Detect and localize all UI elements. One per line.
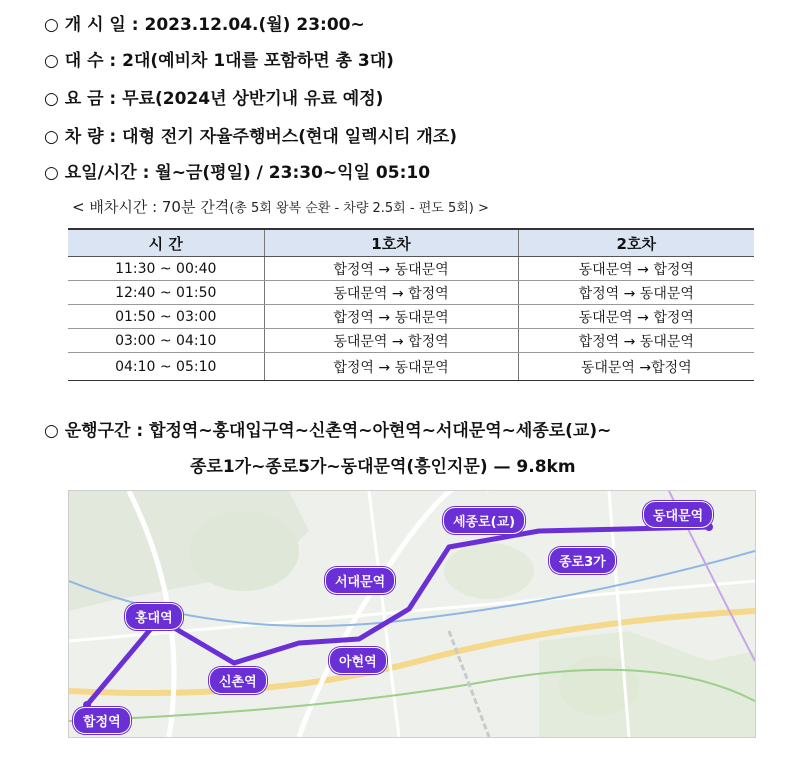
table-row [68,281,754,305]
stop-label-jongno3ga: 종로3가 [549,547,616,574]
header-bus-2: 2호차 [518,229,754,257]
cell-bus-1: 동대문역 → 합정역 [264,329,518,353]
cell-bus-2: 동대문역 → 합정역 [518,305,754,329]
cell-bus-1: 합정역 → 동대문역 [264,305,518,329]
cell-time: 01:50 ~ 03:00 [68,305,264,329]
map-green-area [189,511,299,591]
stop-label-seodaemun: 서대문역 [325,567,395,594]
table-row [68,257,754,281]
cell-bus-1: 합정역 → 동대문역 [264,257,518,281]
cell-time: 11:30 ~ 00:40 [68,257,264,281]
header-time: 시 간 [68,229,264,257]
route-line-2: 종로1가~종로5가~동대문역(흥인지문) — 9.8km [190,457,576,477]
header-bus-1: 1호차 [264,229,518,257]
info-fare: ○ 요 금 : 무료(2024년 상반기내 유료 예정) [44,89,384,109]
info-vehicles: ○ 대 수 : 2대(예비차 1대를 포함하면 총 3대) [44,51,394,71]
schedule-caption [72,196,489,217]
stop-label-sejongno: 세종로(교) [443,507,525,534]
cell-time: 03:00 ~ 04:10 [68,329,264,353]
cell-bus-1: 합정역 → 동대문역 [264,353,518,381]
stop-label-hapjeong: 합정역 [73,707,131,734]
cell-bus-2: 동대문역 → 합정역 [518,257,754,281]
stop-label-sinchon: 신촌역 [209,667,267,694]
stop-label-dongdaemun: 동대문역 [643,501,713,528]
cell-bus-2: 합정역 → 동대문역 [518,329,754,353]
cell-time: 12:40 ~ 01:50 [68,281,264,305]
info-vehicle-type: ○ 차 량 : 대형 전기 자율주행버스(현대 일렉시티 개조) [44,127,457,147]
schedule-caption-main: < 배차시간 : 70분 간격 [72,198,230,216]
info-days-time: ○ 요일/시간 : 월~금(평일) / 23:30~익일 05:10 [44,163,431,183]
stop-label-ahyeon: 아현역 [329,647,387,674]
table-row [68,305,754,329]
schedule-header-row [68,229,754,257]
route-map [68,490,756,738]
cell-bus-2: 합정역 → 동대문역 [518,281,754,305]
cell-bus-1: 동대문역 → 합정역 [264,281,518,305]
schedule-caption-sub: (총 5회 왕복 순환 - 차량 2.5회 - 편도 5회) > [229,201,489,216]
schedule-table [68,228,754,381]
route-line-1: ○ 운행구간 : 합정역~홍대입구역~신촌역~아현역~서대문역~세종로(교)~ [44,421,612,441]
cell-time: 04:10 ~ 05:10 [68,353,264,381]
map-green-area [444,543,534,599]
stop-label-hongdae: 홍대역 [125,603,183,630]
table-row [68,329,754,353]
table-row [68,353,754,381]
cell-bus-2: 동대문역 →합정역 [518,353,754,381]
info-open-date: ○ 개 시 일 : 2023.12.04.(월) 23:00~ [44,15,365,35]
